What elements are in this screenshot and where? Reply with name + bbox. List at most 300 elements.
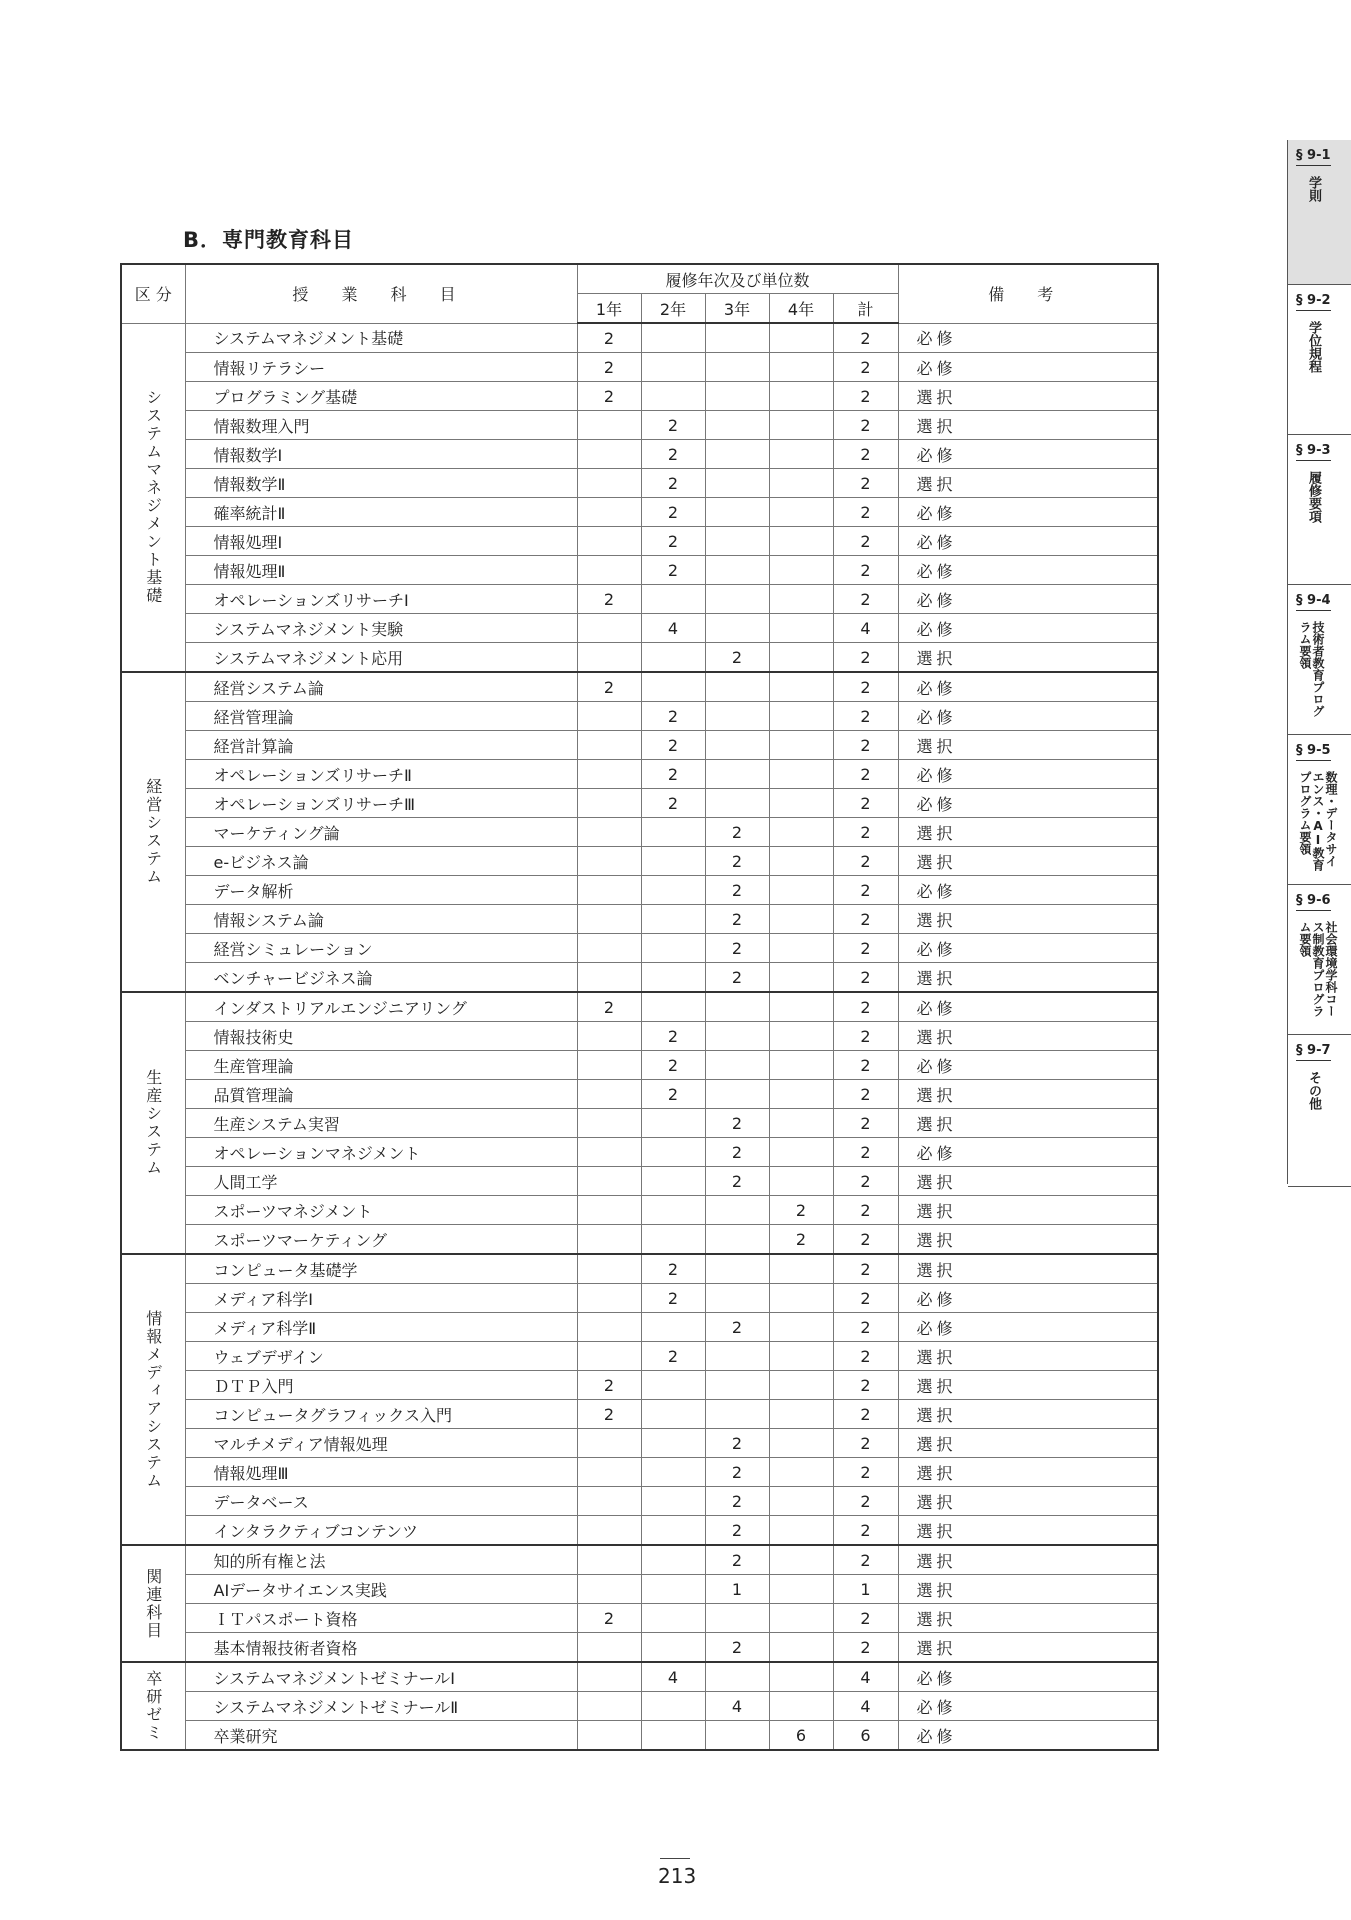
subject-name: 生産システム実習 (185, 1109, 577, 1138)
year-3-credits (705, 498, 769, 527)
year-3-credits (705, 323, 769, 353)
year-3-credits (705, 1196, 769, 1225)
header-year-3: 3年 (705, 294, 769, 324)
subject-name: 生産管理論 (185, 1051, 577, 1080)
year-4-credits (769, 1342, 833, 1371)
subject-name: インタラクティブコンテンツ (185, 1516, 577, 1546)
table-row (121, 1400, 1158, 1429)
header-total: 計 (833, 294, 898, 324)
year-3-credits: 2 (705, 818, 769, 847)
year-1-credits: 2 (577, 382, 641, 411)
year-4-credits (769, 382, 833, 411)
year-2-credits: 2 (641, 731, 705, 760)
year-4-credits (769, 1633, 833, 1663)
year-2-credits (641, 1604, 705, 1633)
table-row (121, 382, 1158, 411)
total-credits: 2 (833, 498, 898, 527)
requirement-note: 選択 (898, 1225, 1158, 1255)
year-1-credits (577, 1167, 641, 1196)
total-credits: 2 (833, 323, 898, 353)
year-2-credits: 2 (641, 760, 705, 789)
year-1-credits: 2 (577, 1371, 641, 1400)
year-3-credits (705, 672, 769, 702)
total-credits: 2 (833, 1400, 898, 1429)
year-4-credits (769, 411, 833, 440)
subject-name: 情報数学Ⅱ (185, 469, 577, 498)
section-title: B．専門教育科目 (183, 228, 355, 252)
table-row (121, 323, 1158, 353)
year-2-credits (641, 1196, 705, 1225)
total-credits: 2 (833, 1254, 898, 1284)
year-2-credits (641, 1633, 705, 1663)
requirement-note: 必修 (898, 672, 1158, 702)
year-1-credits (577, 934, 641, 963)
side-tab-2[interactable] (1288, 285, 1351, 435)
side-tab-label: その他 (1306, 1071, 1321, 1110)
side-tab-5[interactable] (1288, 735, 1351, 885)
year-4-credits (769, 643, 833, 673)
total-credits: 2 (833, 556, 898, 585)
year-3-credits (705, 527, 769, 556)
subject-name: コンピュータ基礎学 (185, 1254, 577, 1284)
year-3-credits (705, 731, 769, 760)
year-4-credits (769, 731, 833, 760)
table-row (121, 1051, 1158, 1080)
total-credits: 2 (833, 672, 898, 702)
table-row (121, 1516, 1158, 1546)
year-3-credits (705, 992, 769, 1022)
year-1-credits (577, 1225, 641, 1255)
requirement-note: 選択 (898, 382, 1158, 411)
year-3-credits: 2 (705, 1167, 769, 1196)
year-1-credits (577, 1284, 641, 1313)
year-1-credits (577, 731, 641, 760)
total-credits: 2 (833, 992, 898, 1022)
year-2-credits: 2 (641, 556, 705, 585)
year-2-credits: 2 (641, 411, 705, 440)
year-4-credits (769, 1487, 833, 1516)
table-row (121, 760, 1158, 789)
header-notes: 備 考 (898, 264, 1158, 323)
requirement-note: 選択 (898, 1516, 1158, 1546)
side-tab-label: 履修要項 (1306, 471, 1321, 523)
total-credits: 1 (833, 1575, 898, 1604)
year-4-credits (769, 1371, 833, 1400)
year-1-credits (577, 614, 641, 643)
total-credits: 4 (833, 1662, 898, 1692)
year-4-credits (769, 702, 833, 731)
table-row (121, 1225, 1158, 1255)
year-2-credits (641, 1313, 705, 1342)
table-row (121, 585, 1158, 614)
total-credits: 2 (833, 1284, 898, 1313)
table-row (121, 469, 1158, 498)
year-3-credits: 2 (705, 1109, 769, 1138)
side-tab-label: 学位規程 (1306, 321, 1321, 373)
requirement-note: 必修 (898, 1284, 1158, 1313)
side-tab-number: § 9-4 (1296, 593, 1331, 611)
year-2-credits: 4 (641, 614, 705, 643)
year-4-credits (769, 1051, 833, 1080)
category-label: 卒研ゼミ (121, 1662, 185, 1750)
year-4-credits (769, 1284, 833, 1313)
total-credits: 2 (833, 789, 898, 818)
subject-name: システムマネジメント応用 (185, 643, 577, 673)
year-3-credits (705, 469, 769, 498)
table-row (121, 731, 1158, 760)
total-credits: 2 (833, 818, 898, 847)
year-1-credits: 2 (577, 992, 641, 1022)
table-row (121, 498, 1158, 527)
year-1-credits (577, 847, 641, 876)
subject-name: 情報処理Ⅰ (185, 527, 577, 556)
year-4-credits (769, 469, 833, 498)
year-3-credits: 1 (705, 1575, 769, 1604)
requirement-note: 必修 (898, 440, 1158, 469)
total-credits: 2 (833, 1487, 898, 1516)
total-credits: 2 (833, 1429, 898, 1458)
table-row (121, 1721, 1158, 1751)
year-1-credits (577, 527, 641, 556)
side-tab-number: § 9-6 (1296, 893, 1331, 911)
year-3-credits (705, 1254, 769, 1284)
subject-name: 知的所有権と法 (185, 1545, 577, 1575)
year-3-credits: 2 (705, 905, 769, 934)
year-3-credits: 2 (705, 1138, 769, 1167)
year-4-credits (769, 1109, 833, 1138)
year-1-credits (577, 469, 641, 498)
requirement-note: 必修 (898, 760, 1158, 789)
requirement-note: 選択 (898, 1080, 1158, 1109)
requirement-note: 必修 (898, 614, 1158, 643)
year-1-credits (577, 643, 641, 673)
table-row (121, 905, 1158, 934)
table-row (121, 1692, 1158, 1721)
requirement-note: 必修 (898, 585, 1158, 614)
side-tab-label: 学則 (1306, 176, 1321, 202)
page-number-rule (660, 1858, 690, 1859)
year-3-credits: 4 (705, 1692, 769, 1721)
year-4-credits (769, 323, 833, 353)
header-subject: 授 業 科 目 (185, 264, 577, 323)
requirement-note: 選択 (898, 1604, 1158, 1633)
year-3-credits (705, 1284, 769, 1313)
side-tab-label: 技術者教育プログラム要領 (1298, 621, 1325, 717)
table-row (121, 614, 1158, 643)
subject-name: 情報システム論 (185, 905, 577, 934)
total-credits: 2 (833, 760, 898, 789)
year-4-credits (769, 876, 833, 905)
total-credits: 2 (833, 440, 898, 469)
year-1-credits (577, 1109, 641, 1138)
year-2-credits (641, 382, 705, 411)
requirement-note: 選択 (898, 1254, 1158, 1284)
total-credits: 2 (833, 1516, 898, 1546)
total-credits: 2 (833, 1051, 898, 1080)
year-1-credits (577, 556, 641, 585)
table-row (121, 1313, 1158, 1342)
year-2-credits (641, 1458, 705, 1487)
total-credits: 2 (833, 1313, 898, 1342)
side-tab-4[interactable] (1288, 585, 1351, 735)
year-2-credits (641, 992, 705, 1022)
requirement-note: 必修 (898, 1662, 1158, 1692)
subject-name: インダストリアルエンジニアリング (185, 992, 577, 1022)
year-1-credits (577, 876, 641, 905)
year-2-credits (641, 905, 705, 934)
total-credits: 2 (833, 1080, 898, 1109)
requirement-note: 選択 (898, 1109, 1158, 1138)
year-2-credits: 2 (641, 440, 705, 469)
header-year-2: 2年 (641, 294, 705, 324)
requirement-note: 選択 (898, 411, 1158, 440)
total-credits: 4 (833, 614, 898, 643)
year-4-credits (769, 1254, 833, 1284)
year-2-credits (641, 1575, 705, 1604)
curriculum-table (120, 263, 1159, 1751)
year-4-credits (769, 1138, 833, 1167)
year-3-credits: 2 (705, 1516, 769, 1546)
requirement-note: 必修 (898, 934, 1158, 963)
year-3-credits: 2 (705, 934, 769, 963)
year-1-credits (577, 1080, 641, 1109)
year-3-credits (705, 1051, 769, 1080)
year-2-credits (641, 1167, 705, 1196)
year-3-credits (705, 1662, 769, 1692)
total-credits: 2 (833, 353, 898, 382)
table-row (121, 1487, 1158, 1516)
year-2-credits (641, 1721, 705, 1751)
year-4-credits (769, 672, 833, 702)
subject-name: 経営管理論 (185, 702, 577, 731)
requirement-note: 選択 (898, 1633, 1158, 1663)
subject-name: マルチメディア情報処理 (185, 1429, 577, 1458)
year-3-credits (705, 1400, 769, 1429)
year-3-credits (705, 1342, 769, 1371)
total-credits: 2 (833, 847, 898, 876)
subject-name: 人間工学 (185, 1167, 577, 1196)
year-4-credits (769, 905, 833, 934)
table-row (121, 818, 1158, 847)
subject-name: 経営システム論 (185, 672, 577, 702)
year-2-credits (641, 1109, 705, 1138)
year-4-credits (769, 818, 833, 847)
total-credits: 6 (833, 1721, 898, 1751)
requirement-note: 選択 (898, 1458, 1158, 1487)
table-row (121, 1080, 1158, 1109)
requirement-note: 選択 (898, 1371, 1158, 1400)
side-tab-number: § 9-3 (1296, 443, 1331, 461)
year-4-credits (769, 1662, 833, 1692)
year-4-credits (769, 1604, 833, 1633)
side-tab-7[interactable] (1288, 1035, 1351, 1187)
year-1-credits (577, 1458, 641, 1487)
total-credits: 2 (833, 1342, 898, 1371)
total-credits: 2 (833, 905, 898, 934)
subject-name: 情報リテラシー (185, 353, 577, 382)
header-year-1: 1年 (577, 294, 641, 324)
table-row (121, 672, 1158, 702)
year-3-credits: 2 (705, 1313, 769, 1342)
table-row (121, 963, 1158, 993)
year-1-credits: 2 (577, 585, 641, 614)
requirement-note: 選択 (898, 963, 1158, 993)
total-credits: 2 (833, 1196, 898, 1225)
side-tab-number: § 9-2 (1296, 293, 1331, 311)
year-3-credits (705, 1080, 769, 1109)
year-2-credits: 2 (641, 789, 705, 818)
side-tab-label: 数理・データサイエンス・AI教育プログラム要領 (1298, 771, 1338, 871)
year-4-credits (769, 963, 833, 993)
subject-name: システムマネジメントゼミナールⅡ (185, 1692, 577, 1721)
year-3-credits: 2 (705, 847, 769, 876)
subject-name: e-ビジネス論 (185, 847, 577, 876)
table-row (121, 847, 1158, 876)
year-1-credits (577, 1138, 641, 1167)
requirement-note: 選択 (898, 818, 1158, 847)
requirement-note: 選択 (898, 1429, 1158, 1458)
subject-name: 品質管理論 (185, 1080, 577, 1109)
table-row (121, 1109, 1158, 1138)
year-2-credits (641, 643, 705, 673)
requirement-note: 選択 (898, 1167, 1158, 1196)
year-4-credits (769, 440, 833, 469)
table-row (121, 789, 1158, 818)
year-4-credits (769, 1545, 833, 1575)
year-3-credits (705, 1371, 769, 1400)
table-row (121, 1458, 1158, 1487)
year-2-credits (641, 934, 705, 963)
table-row (121, 411, 1158, 440)
requirement-note: 選択 (898, 905, 1158, 934)
requirement-note: 必修 (898, 702, 1158, 731)
category-label: システムマネジメント基礎 (121, 323, 185, 672)
total-credits: 2 (833, 1545, 898, 1575)
subject-name: プログラミング基礎 (185, 382, 577, 411)
total-credits: 2 (833, 876, 898, 905)
side-tab-1[interactable] (1288, 140, 1351, 285)
year-3-credits (705, 440, 769, 469)
year-2-credits: 2 (641, 1342, 705, 1371)
total-credits: 2 (833, 1371, 898, 1400)
category-label: 関連科目 (121, 1545, 185, 1662)
side-tab-number: § 9-1 (1296, 148, 1331, 166)
table-row (121, 1138, 1158, 1167)
year-3-credits (705, 1022, 769, 1051)
year-1-credits (577, 1429, 641, 1458)
year-4-credits (769, 614, 833, 643)
year-4-credits (769, 1458, 833, 1487)
requirement-note: 必修 (898, 323, 1158, 353)
subject-name: オペレーションズリサーチⅢ (185, 789, 577, 818)
total-credits: 2 (833, 1225, 898, 1255)
table-row (121, 1545, 1158, 1575)
requirement-note: 必修 (898, 556, 1158, 585)
requirement-note: 選択 (898, 1400, 1158, 1429)
requirement-note: 選択 (898, 1022, 1158, 1051)
requirement-note: 選択 (898, 1545, 1158, 1575)
year-4-credits (769, 527, 833, 556)
year-2-credits (641, 818, 705, 847)
requirement-note: 必修 (898, 527, 1158, 556)
year-2-credits: 2 (641, 498, 705, 527)
year-4-credits: 2 (769, 1196, 833, 1225)
subject-name: ＩＴパスポート資格 (185, 1604, 577, 1633)
table-row (121, 1167, 1158, 1196)
year-4-credits (769, 1167, 833, 1196)
total-credits: 2 (833, 527, 898, 556)
total-credits: 2 (833, 1458, 898, 1487)
year-2-credits (641, 323, 705, 353)
subject-name: ＤＴＰ入門 (185, 1371, 577, 1400)
subject-name: メディア科学Ⅰ (185, 1284, 577, 1313)
header-category: 区 分 (121, 264, 185, 323)
subject-name: 情報数理入門 (185, 411, 577, 440)
subject-name: 情報処理Ⅱ (185, 556, 577, 585)
year-4-credits (769, 1080, 833, 1109)
total-credits: 4 (833, 1692, 898, 1721)
year-2-credits: 2 (641, 1022, 705, 1051)
year-4-credits (769, 934, 833, 963)
year-3-credits (705, 789, 769, 818)
subject-name: スポーツマーケティング (185, 1225, 577, 1255)
subject-name: 卒業研究 (185, 1721, 577, 1751)
header-year-4: 4年 (769, 294, 833, 324)
header-years-group: 履修年次及び単位数 (577, 264, 898, 294)
year-3-credits (705, 353, 769, 382)
table-row (121, 1022, 1158, 1051)
year-2-credits (641, 1225, 705, 1255)
year-1-credits (577, 963, 641, 993)
year-4-credits: 2 (769, 1225, 833, 1255)
requirement-note: 選択 (898, 847, 1158, 876)
total-credits: 2 (833, 1167, 898, 1196)
year-3-credits (705, 1225, 769, 1255)
side-tab-3[interactable] (1288, 435, 1351, 585)
requirement-note: 必修 (898, 789, 1158, 818)
year-1-credits (577, 760, 641, 789)
year-1-credits (577, 789, 641, 818)
year-1-credits: 2 (577, 1400, 641, 1429)
table-row (121, 1196, 1158, 1225)
subject-name: 確率統計Ⅱ (185, 498, 577, 527)
side-tab-label: 社会環境学科コース制教育プログラム要領 (1298, 921, 1338, 1017)
table-row (121, 1604, 1158, 1633)
year-3-credits (705, 1604, 769, 1633)
total-credits: 2 (833, 1633, 898, 1663)
year-4-credits (769, 1313, 833, 1342)
year-3-credits (705, 760, 769, 789)
year-4-credits (769, 789, 833, 818)
year-3-credits: 2 (705, 1633, 769, 1663)
year-1-credits: 2 (577, 672, 641, 702)
table-row (121, 1284, 1158, 1313)
table-row (121, 643, 1158, 673)
year-2-credits: 2 (641, 527, 705, 556)
subject-name: 経営計算論 (185, 731, 577, 760)
table-row (121, 992, 1158, 1022)
year-4-credits (769, 760, 833, 789)
side-tab-6[interactable] (1288, 885, 1351, 1035)
year-2-credits: 4 (641, 1662, 705, 1692)
subject-name: システムマネジメント基礎 (185, 323, 577, 353)
year-1-credits (577, 1545, 641, 1575)
total-credits: 2 (833, 382, 898, 411)
year-2-credits (641, 1487, 705, 1516)
year-2-credits (641, 963, 705, 993)
year-4-credits (769, 992, 833, 1022)
table-row (121, 1633, 1158, 1663)
